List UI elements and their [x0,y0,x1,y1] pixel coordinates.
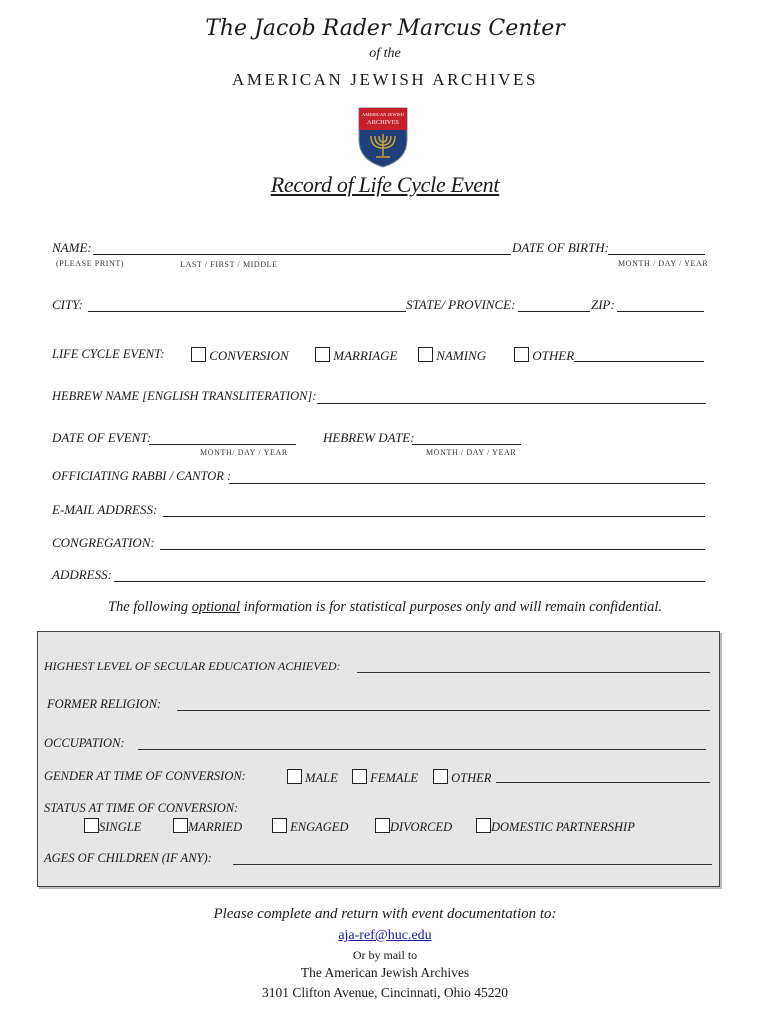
name-field[interactable] [93,240,511,255]
address-field[interactable] [114,567,705,582]
date-of-birth-label: DATE OF BIRTH: [512,240,610,255]
event-conversion-option[interactable] [191,347,289,364]
logo-text-top: AMERICAN JEWISH [362,112,404,117]
logo-text-main: ARCHIVES [367,119,399,126]
female-checkbox[interactable] [352,769,367,784]
gender-female-option[interactable] [352,769,418,786]
contact-email-row [0,926,770,944]
partnership-label: DOMESTIC PARTNERSHIP [491,820,635,834]
education-field[interactable] [357,660,710,673]
event-other-option[interactable] [514,347,574,364]
occupation-field[interactable] [138,737,706,750]
date-of-event-field[interactable] [149,430,296,445]
contact-email-link[interactable]: aja-ref@huc.edu [338,928,432,943]
other-label: OTHER [532,348,575,363]
city-field[interactable] [88,297,406,312]
status-engaged-option[interactable] [272,818,348,835]
children-ages-label: AGES OF CHILDREN (IF ANY): [44,851,212,865]
hebrew-date-label: HEBREW DATE: [323,430,415,445]
date-of-event-label: DATE OF EVENT: [52,430,152,445]
state-field[interactable] [518,297,590,312]
of-the: of the [369,46,401,61]
event-date-hint: MONTH/ DAY / YEAR [200,448,288,457]
gender-other-option[interactable] [433,769,491,786]
name-format-hint: LAST / FIRST / MIDDLE [180,260,278,269]
engaged-checkbox[interactable] [272,818,287,833]
event-naming-option[interactable] [418,347,486,364]
engaged-label: ENGAGED [290,820,349,834]
male-checkbox[interactable] [287,769,302,784]
gender-label: GENDER AT TIME OF CONVERSION: [44,769,246,783]
congregation-field[interactable] [160,535,705,550]
naming-checkbox[interactable] [418,347,433,362]
address-label: ADDRESS: [52,567,112,582]
marriage-checkbox[interactable] [315,347,330,362]
conversion-checkbox[interactable] [191,347,206,362]
marriage-label: MARRIAGE [333,348,398,363]
divorced-label: DIVORCED [390,820,453,834]
date-of-birth-field[interactable] [608,240,705,255]
female-label: FEMALE [370,771,419,785]
center-name: The Jacob Rader Marcus Center [205,16,565,41]
or-by-mail: Or by mail to [352,948,418,962]
divorced-checkbox[interactable] [375,818,390,833]
status-divorced-option[interactable] [375,818,452,835]
dob-format-hint: MONTH / DAY / YEAR [618,259,709,268]
gender-other-label: OTHER [451,771,492,785]
occupation-label: OCCUPATION: [44,736,125,750]
other-checkbox[interactable] [514,347,529,362]
return-instruction: Please complete and return with event documentation to: [213,906,557,922]
life-cycle-event-label: LIFE CYCLE EVENT: [52,347,165,361]
form-title: Record of Life Cycle Event [270,172,500,197]
conversion-label: CONVERSION [209,348,289,363]
naming-label: NAMING [436,348,487,363]
zip-label: ZIP: [591,297,615,312]
city-label: CITY: [52,297,83,312]
status-label: STATUS AT TIME OF CONVERSION: [44,801,239,815]
status-single-option[interactable] [84,818,141,835]
name-label: NAME: [52,240,92,255]
former-religion-label: FORMER RELIGION: [47,697,162,711]
status-married-option[interactable] [173,818,242,835]
gender-other-field[interactable] [496,770,710,783]
email-label: E-MAIL ADDRESS: [52,502,158,517]
event-other-field[interactable] [574,347,704,362]
former-religion-field[interactable] [177,698,710,711]
congregation-label: CONGREGATION: [52,535,155,550]
hebrew-name-label: HEBREW NAME [ENGLISH TRANSLITERATION]: [52,389,317,403]
state-label: STATE/ PROVINCE: [406,297,516,312]
rabbi-field[interactable] [229,469,705,484]
zip-field[interactable] [617,297,704,312]
archives-org-name: The American Jewish Archives [300,965,470,980]
please-print-hint: (PLEASE PRINT) [56,259,125,268]
event-marriage-option[interactable] [315,347,398,364]
hebrew-date-hint: MONTH / DAY / YEAR [426,448,517,457]
archives-address: 3101 Clifton Avenue, Cincinnati, Ohio 45220 [261,985,509,1000]
optional-info-note: The following optional information is for statistical purposes only and will remain confidential. [107,599,663,615]
partnership-checkbox[interactable] [476,818,491,833]
children-ages-field[interactable] [233,852,712,865]
married-checkbox[interactable] [173,818,188,833]
single-checkbox[interactable] [84,818,99,833]
education-label: HIGHEST LEVEL OF SECULAR EDUCATION ACHIEVED: [44,659,341,673]
status-partnership-option[interactable] [476,818,635,835]
married-label: MARRIED [188,820,243,834]
hebrew-name-field[interactable] [317,389,706,404]
hebrew-date-field[interactable] [412,430,521,445]
rabbi-label: OFFICIATING RABBI / CANTOR : [52,469,232,483]
male-label: MALE [305,771,338,785]
archives-logo [357,104,409,168]
gender-male-option[interactable] [287,769,338,786]
single-label: SINGLE [99,820,142,834]
archives-name: AMERICAN JEWISH ARCHIVES [231,70,539,89]
email-field[interactable] [163,502,705,517]
gender-other-checkbox[interactable] [433,769,448,784]
